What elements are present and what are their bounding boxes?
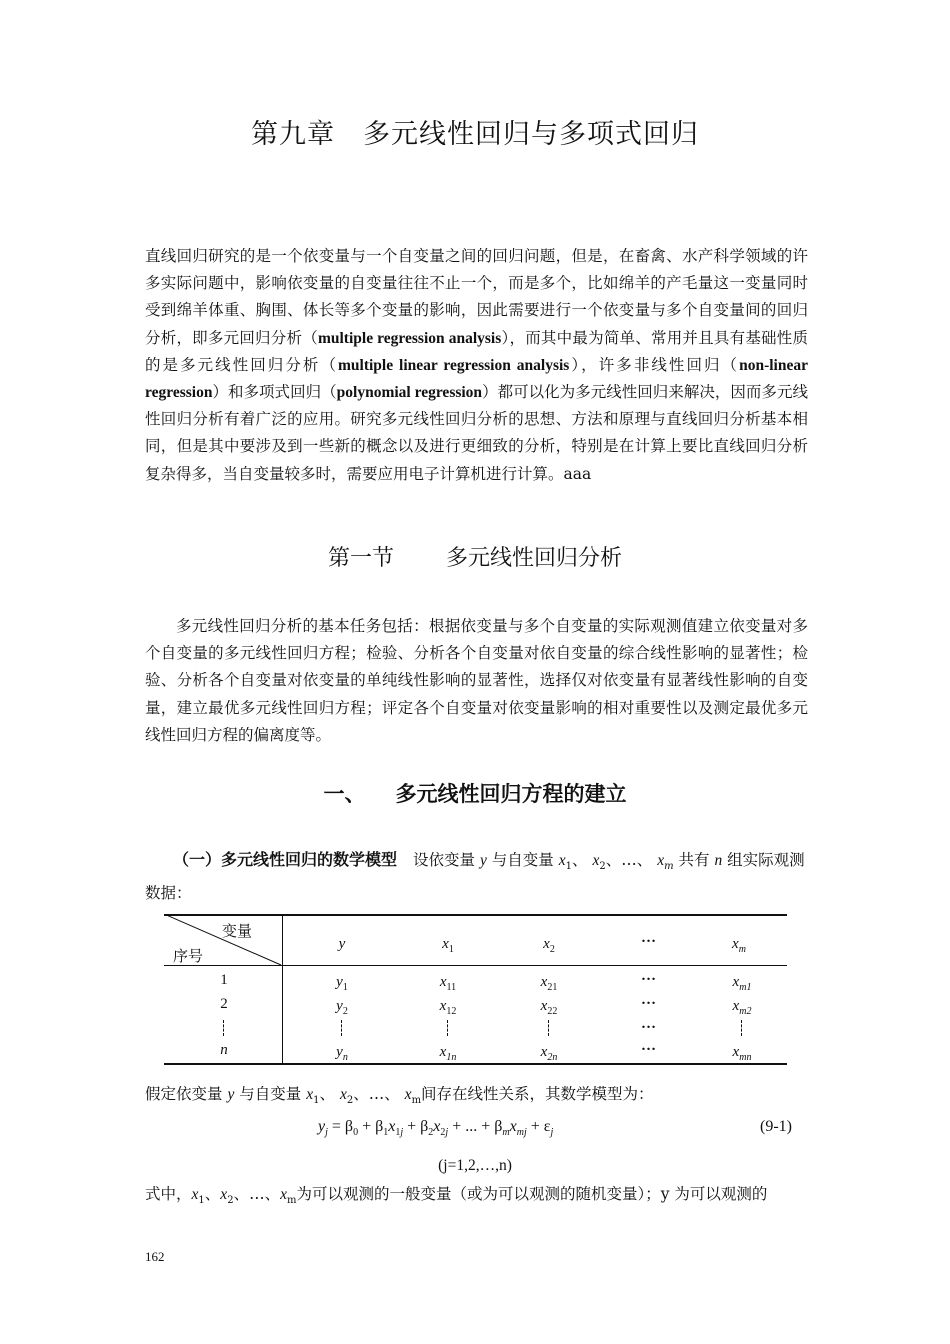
model-text: 与自变量 [491, 851, 554, 869]
assume-text: 与自变量 [239, 1085, 302, 1103]
var-x: x [339, 1086, 347, 1103]
separator: 、 [204, 1185, 221, 1203]
intro-text-3: ），许多非线性回归（ [569, 355, 740, 374]
corner-label-variable: 变量 [222, 922, 253, 940]
page-number: 162 [145, 1249, 165, 1264]
remark-text: 为可以观测的一般变量（或为可以观测的随机变量）；y 为可以观测的 [296, 1185, 768, 1203]
cell-x1n: $x_{1n}$ [439, 1044, 457, 1063]
cell-xm2: $x_{m2}$ [732, 998, 752, 1017]
col-header-xm: $x_m$ [732, 936, 746, 955]
col-header-x1: $x_1$ [442, 936, 454, 955]
section-heading [0, 541, 950, 572]
assume-text: 假定依变量 [145, 1085, 223, 1103]
subscript: 2 [599, 861, 606, 873]
chapter-title: 第九章 多元线性回归与多项式回归 [251, 119, 699, 150]
cell-x21: $x_{21}$ [540, 974, 558, 993]
equation-number: (9-1) [760, 1118, 792, 1135]
separator: 、 [572, 851, 588, 869]
vertical-ellipsis [741, 1020, 742, 1036]
separator: 、…、 [233, 1185, 281, 1203]
subscript: m [664, 861, 674, 873]
col-header-ellipsis: … [641, 930, 657, 946]
assumption-line [145, 1081, 808, 1114]
subscript: m [286, 1195, 297, 1207]
term-polynomial-regression: polynomial regression [336, 384, 483, 402]
col-header-y: y [338, 936, 346, 952]
cell-xm1: $x_{m1}$ [732, 974, 752, 993]
regression-equation: $y_j = \beta_0 + \beta_1x_{1j} + \beta_2x_{2j}$ + ... + $\beta_mx_{mj} + \varepsilon_j$ [318, 1118, 554, 1139]
term-non-linear-regression: non-linear regression [145, 356, 808, 402]
row-index-n: n [220, 1042, 228, 1058]
subscript: m [411, 1095, 422, 1107]
var-x: x [657, 852, 665, 869]
model-text: 组实际观测数据： [145, 851, 805, 903]
subscript: 2 [227, 1195, 234, 1207]
var-x: x [404, 1086, 412, 1103]
observation-table [164, 914, 787, 1065]
term-multiple-linear-regression: multiple linear regression analysis [338, 356, 570, 374]
table-vertical-rule [282, 914, 283, 1065]
corner-label-index: 序号 [173, 947, 204, 965]
vertical-ellipsis [341, 1020, 342, 1036]
subscript: 1 [565, 861, 573, 873]
subsection-title: 多元线性回归方程的建立 [395, 782, 627, 806]
intro-text-2: ），而其中最为简单、常用并且具有基础性质的是多元线性回归分析（ [145, 328, 808, 374]
vertical-ellipsis [548, 1020, 549, 1036]
vertical-ellipsis [223, 1020, 224, 1036]
remark-text: 式中， [145, 1185, 192, 1203]
var-y: y [227, 1086, 235, 1103]
cell-x11: $x_{11}$ [439, 974, 457, 993]
var-x: x [306, 1086, 314, 1103]
cell-x2n: $x_{2n}$ [540, 1044, 558, 1063]
separator: 、…、 [353, 1085, 400, 1103]
intro-text-5: ）都可以化为多元线性回归来解决，因而多元线性回归分析有着广泛的应用。研究多元线性回归分析的思想、方法和原理与直线回归分析基本相同，但是其中要涉及到一些新的概念以及进行更细致的分析，特别是在计算上要比直线回归分析复杂得多，当自变量较多时，需要应用电子计算机进行计算。aaa [145, 383, 808, 483]
term-multiple-regression: multiple regression analysis [317, 329, 502, 347]
separator: 、…、 [605, 851, 653, 869]
model-text: 设依变量 [413, 851, 476, 869]
cell-ellipsis: … [641, 1038, 657, 1054]
section-title: 多元线性回归分析 [446, 546, 623, 571]
cell-xmn: $x_{mn}$ [732, 1044, 752, 1063]
var-x: x [280, 1186, 287, 1203]
subscript: 2 [346, 1095, 354, 1107]
var-x: x [558, 852, 566, 869]
cell-x12: $x_{12}$ [439, 998, 457, 1017]
col-header-x2: $x_2$ [543, 936, 555, 955]
assume-text: 间存在线性关系，其数学模型为： [421, 1085, 654, 1103]
cell-y1: $y_1$ [336, 974, 348, 993]
var-x: x [220, 1186, 228, 1203]
var-x: x [191, 1186, 199, 1203]
remark-line [145, 1181, 808, 1214]
intro-paragraph [145, 243, 808, 488]
subsection-heading [0, 778, 950, 808]
task-paragraph: 多元线性回归分析的基本任务包括：根据依变量与多个自变量的实际观测值建立依变量对多个自变量的多元线性回归方程；检验、分析各个自变量对依自变量的综合线性影响的显著性；检验、分析各个自变量对依变量的单纯线性影响的显著性，选择仅对依变量有显著线性影响的自变量，建立最优多元线性回归方程；评定各个自变量对依变量影响的相对重要性以及测定最优多元线性回归方程的偏离度等。 [145, 617, 808, 744]
cell-ellipsis: … [641, 1016, 657, 1032]
row-index-2: 2 [220, 996, 228, 1012]
section-number: 第一节 [327, 546, 394, 571]
model-heading: （一）多元线性回归的数学模型 [173, 850, 398, 869]
intro-text-4: ）和多项式回归（ [212, 383, 337, 402]
table-bottom-rule [164, 1063, 787, 1065]
subscript: 1 [198, 1195, 205, 1207]
model-intro [145, 846, 808, 907]
var-n: n [714, 852, 723, 869]
subsection-number: 一、 [323, 782, 366, 806]
row-index-1: 1 [220, 972, 228, 988]
separator: 、 [319, 1085, 336, 1103]
var-y: y [479, 852, 487, 869]
subscript: 1 [313, 1095, 320, 1107]
var-x: x [592, 852, 600, 869]
cell-x22: $x_{22}$ [540, 998, 558, 1017]
model-text: 共有 [678, 851, 710, 869]
cell-ellipsis: … [641, 968, 657, 984]
intro-text-1: 直线回归研究的是一个依变量与一个自变量之间的回归问题，但是，在畜禽、水产科学领域的许多实际问题中，影响依变量的自变量往往不止一个，而是多个，比如绵羊的产毛量这一变量同时受到绵羊体重、胸围、体长等多个变量的影响，因此需要进行一个依变量与多个自变量间的回归分析，即多元回归分析（ [145, 247, 808, 347]
vertical-ellipsis [447, 1020, 448, 1036]
equation-range: (j=1,2,…,n) [438, 1157, 512, 1174]
cell-yn: $y_n$ [336, 1044, 348, 1063]
cell-y2: $y_2$ [336, 998, 348, 1017]
cell-ellipsis: … [641, 992, 657, 1008]
